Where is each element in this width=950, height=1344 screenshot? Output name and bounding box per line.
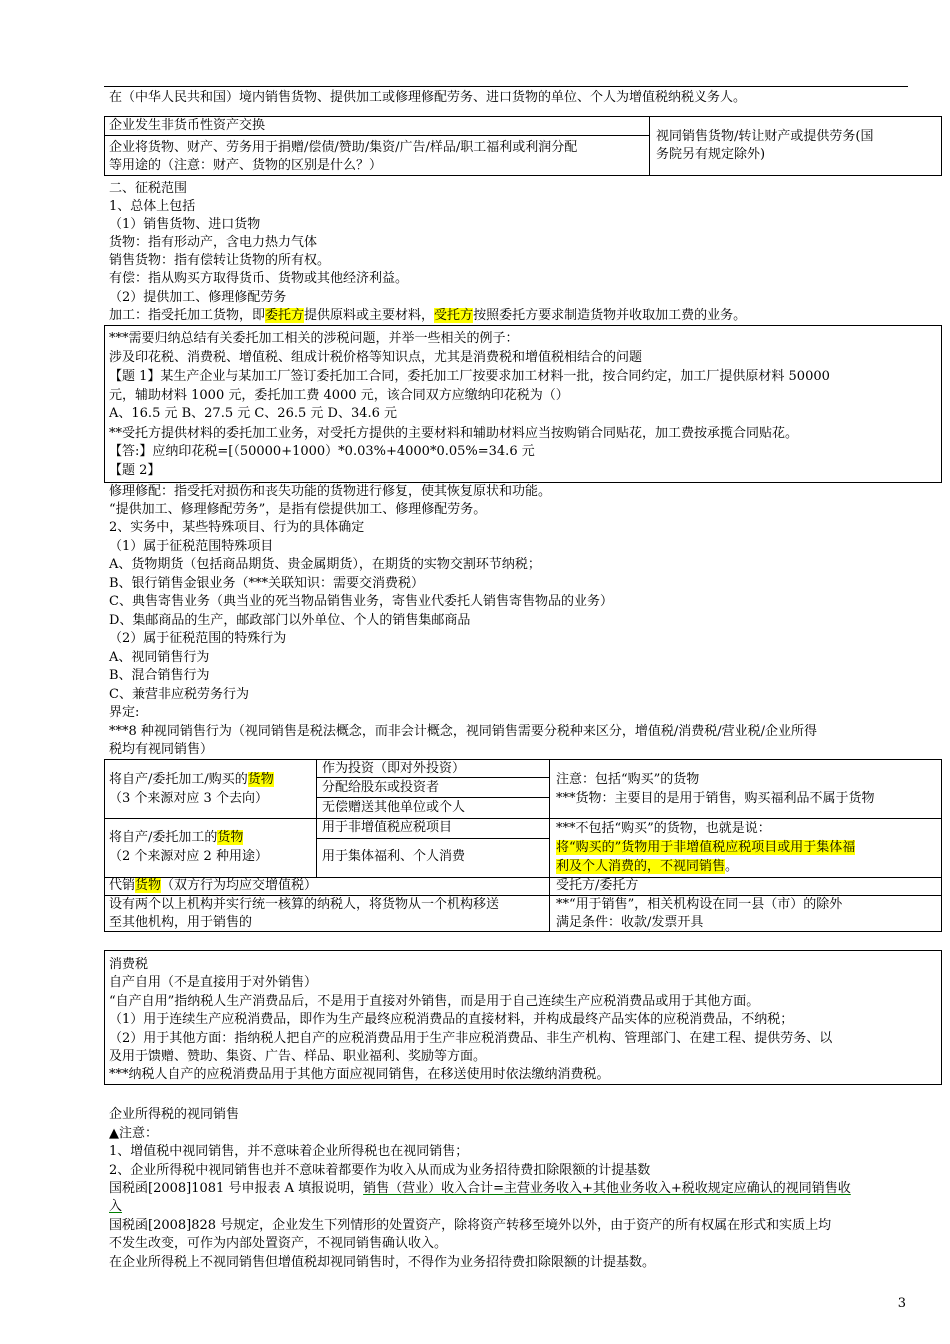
text-span: 按照委托方要求制造货物并收取加工费的业务。: [473, 308, 747, 323]
highlight: 货物: [217, 830, 244, 845]
text-line: （1）用于连续生产应税消费品，即作为生产最终应税消费品的直接材料，并构成最终产品实体的应税消费品，不纳税；: [109, 1012, 794, 1027]
text-line: C、兼营非应税劳务行为: [109, 687, 249, 702]
table-cell: 用于非增值税应税项目: [322, 820, 453, 835]
text-line: B、银行销售金银业务（***关联知识：需要交消费税）: [109, 576, 425, 591]
text-line: 税均有视同销售）: [109, 742, 214, 757]
page-number: 3: [897, 1296, 906, 1311]
text-line: ▲注意：: [109, 1126, 158, 1141]
table-cell: 至其他机构，用于销售的: [109, 915, 253, 930]
table-cell: [556, 839, 855, 857]
text-line: B、混合销售行为: [109, 668, 210, 683]
text-line: ***纳税人自产的应税消费品用于其他方面应视同销售，在移送使用时依法缴纳消费税。: [109, 1067, 610, 1082]
text-line: A、16.5 元 B、27.5 元 C、26.5 元 D、34.6 元: [109, 406, 398, 421]
text-line: 货物：指有形动产，含电力热力气体: [109, 235, 318, 250]
table-divider: [649, 116, 650, 176]
text-line: （1）销售货物、进口货物: [109, 217, 261, 232]
text-span: 将自产/委托加工的: [109, 830, 218, 845]
table-cell: ***不包括“购买”的货物，也就是说：: [556, 821, 771, 836]
text-line: 有偿：指从购买方取得货币、货物或其他经济利益。: [109, 271, 409, 286]
text-span: 国税函[2008]1081 号申报表 A 填报说明，: [109, 1181, 364, 1196]
highlight: 委托方: [265, 308, 305, 323]
text-line: [109, 307, 746, 325]
text-span: 代销: [109, 878, 136, 893]
text-line: 1、总体上包括: [109, 199, 196, 214]
table-cell: [109, 877, 317, 895]
table-cell: 务院另有规定除外): [656, 147, 766, 162]
section-heading: 二、征税范围: [109, 181, 188, 196]
text-line: [109, 1198, 122, 1216]
text-line: A、货物期货（包括商品期货、贵金属期货），在期货的实物交割环节纳税；: [109, 557, 541, 572]
table-cell: ***货物：主要目的是用于销售，购买福利品不属于货物: [556, 791, 875, 806]
text-line: ***8 种视同销售行为（视同销售是税法概念，而非会计概念，视同销售需要分税种来区分，增值税/消费税/营业税/企业所得: [109, 724, 818, 739]
text-line: 不发生改变，可作为内部处置资产，不视同销售确认收入。: [109, 1236, 448, 1251]
text-line: 国税函[2008]828 号规定，企业发生下列情形的处置资产，除将资产转移至境外以外，由于资产的所有权属在形式和实质上均: [109, 1218, 832, 1233]
table-cell: [109, 771, 274, 789]
text-line: 【答:】应纳印花税=[（50000+1000）*0.03%+4000*0.05%=34.6 元: [109, 444, 535, 459]
text-line: 销售货物：指有偿转让货物的所有权。: [109, 253, 331, 268]
table-cell: **“用于销售”，相关机构设在同一县（市）的除外: [556, 897, 843, 912]
highlight: 货物: [247, 772, 274, 787]
header-rule: [104, 86, 908, 87]
text-line: “自产自用”指纳税人生产消费品后，不是用于直接对外销售，而是用于自己连续生产应税消费品或用于其他方面。: [109, 994, 760, 1009]
text-line: D、集邮商品的生产，邮政部门以外单位、个人的销售集邮商品: [109, 613, 471, 628]
text-line: 1、增值税中视同销售，并不意味着企业所得税也在视同销售；: [109, 1144, 469, 1159]
table-cell: 用于集体福利、个人消费: [322, 849, 466, 864]
text-line: [109, 1180, 851, 1198]
intro-text: 在（中华人民共和国）境内销售货物、提供加工或修理修配劳务、进口货物的单位、个人为增值税纳税义务人。: [109, 90, 747, 105]
table-cell: 受托方/委托方: [556, 878, 639, 893]
text-line: 元，辅助材料 1000 元，委托加工费 4000 元，该合同双方应缴纳印花税为（）: [109, 388, 569, 403]
table-cell: 满足条件：收款/发票开具: [556, 915, 704, 930]
table-divider: [316, 838, 549, 839]
text-line: ***需要归纳总结有关委托加工相关的涉税问题，并举一些相关的例子：: [109, 331, 519, 346]
text-line: 【题 2】: [109, 463, 161, 478]
table-cell: 等用途的（注意：财产、货物的区别是什么？）: [109, 158, 383, 173]
table-cell: （2 个来源对应 2 种用途）: [109, 849, 268, 864]
text-line: （2）属于征税范围的特殊行为: [109, 631, 287, 646]
table-divider: [104, 818, 942, 819]
text-line: 及用于馈赠、赞助、集资、广告、样品、职业福利、奖励等方面。: [109, 1049, 487, 1064]
text-line: 2、实务中，某些特殊项目、行为的具体确定: [109, 520, 365, 535]
table-cell: 注意：包括“购买”的货物: [556, 772, 700, 787]
table-divider: [104, 135, 649, 136]
table-cell: 作为投资（即对外投资）: [322, 761, 466, 776]
text-span: 将自产/委托加工/购买的: [109, 772, 248, 787]
text-line: 2、企业所得税中视同销售也并不意味着都要作为收入从而成为业务招待费扣除限额的计提基数: [109, 1163, 651, 1178]
table-cell: 分配给股东或投资者: [322, 780, 440, 795]
table-divider: [316, 797, 549, 798]
table-divider: [549, 759, 550, 932]
text-span: 。: [725, 859, 739, 874]
text-line: （1）属于征税范围特殊项目: [109, 539, 274, 554]
table-cell: 设有两个以上机构并实行统一核算的纳税人，将货物从一个机构移送: [109, 897, 500, 912]
table-cell: （3 个来源对应 3 个去向）: [109, 791, 268, 806]
underlined-text: 入: [109, 1199, 123, 1214]
text-line: （2）用于其他方面：指纳税人把自产的应税消费品用于生产非应税消费品、非生产机构、管理部门、在建工程、提供劳务、以: [109, 1031, 833, 1046]
text-line: “提供加工、修理修配劳务”，是指有偿提供加工、修理修配劳务。: [109, 502, 487, 517]
text-line: C、典售寄售业务（典当业的死当物品销售业务，寄售业代委托人销售寄售物品的业务）: [109, 594, 613, 609]
text-line: A、视同销售行为: [109, 650, 210, 665]
table-cell: 视同销售货物/转让财产或提供劳务(国: [656, 129, 874, 144]
text-line: 消费税: [109, 957, 149, 972]
text-line: 涉及印花税、消费税、增值税、组成计税价格等知识点，尤其是消费税和增值税相结合的问题: [109, 350, 643, 365]
text-span: 提供原料或主要材料，: [304, 308, 435, 323]
text-line: 在企业所得税上不视同销售但增值税却视同销售时，不得作为业务招待费扣除限额的计提基数。: [109, 1255, 656, 1270]
text-line: 修理修配：指受托对损伤和丧失功能的货物进行修复，使其恢复原状和功能。: [109, 484, 552, 499]
table-cell: 企业将货物、财产、劳务用于捐赠/偿债/赞助/集资/广告/样品/职工福利或利润分配: [109, 140, 578, 155]
text-line: **受托方提供材料的委托加工业务，对受托方提供的主要材料和辅助材料应当按购销合同贴花，加工费按承揽合同贴花。: [109, 426, 799, 441]
table-cell: [556, 858, 738, 876]
text-line: 【题 1】某生产企业与某加工厂签订委托加工合同，委托加工厂按要求加工材料一批，按合同约定，加工厂提供原材料 50000: [109, 369, 830, 384]
text-line: 界定:: [109, 705, 140, 720]
text-span: 加工：指受托加工货物，即: [109, 308, 266, 323]
highlight: 利及个人消费的，不视同销售: [556, 859, 726, 874]
table-cell: 企业发生非货币性资产交换: [109, 118, 266, 133]
highlight: 受托方: [434, 308, 474, 323]
text-line: （2）提供加工、修理修配劳务: [109, 290, 287, 305]
text-span: （双方行为均应交增值税）: [161, 878, 318, 893]
highlight: 货物: [135, 878, 162, 893]
text-line: 自产自用（不是直接用于对外销售）: [109, 975, 318, 990]
table-cell: [109, 829, 243, 847]
section-heading: 企业所得税的视同销售: [109, 1107, 240, 1122]
table-cell: 无偿赠送其他单位或个人: [322, 800, 466, 815]
underlined-text: 销售（营业）收入合计=主营业务收入+其他业务收入+税收规定应确认的视同销售收: [363, 1181, 851, 1196]
highlight: 将“购买的”货物用于非增值税应税项目或用于集体福: [556, 840, 856, 855]
